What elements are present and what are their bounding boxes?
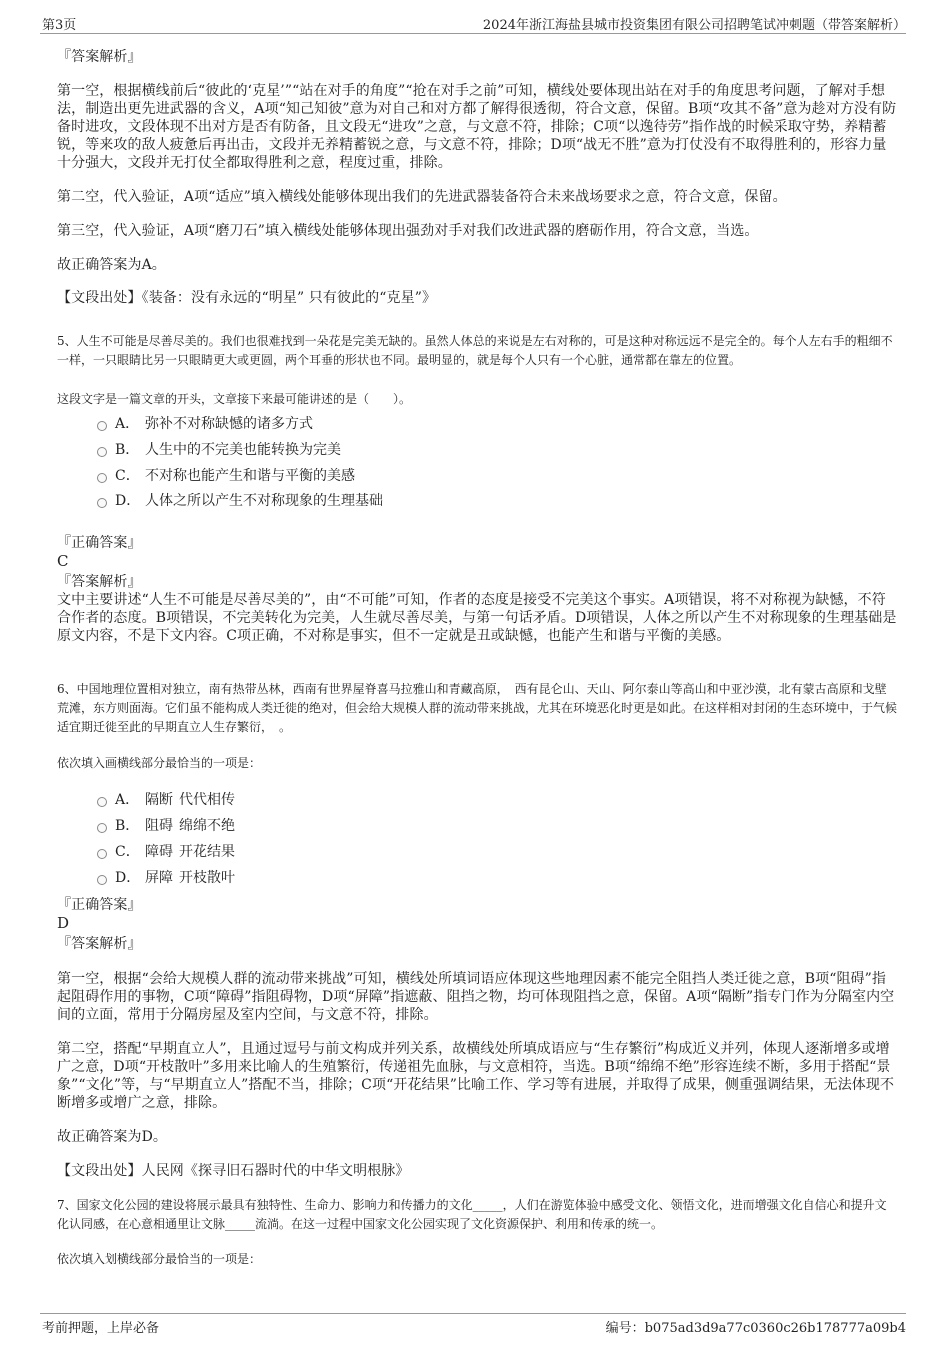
q5-analysis-label: 『答案解析』 <box>57 574 142 590</box>
q6-analysis-paragraph-1: 第一空，根据“会给大规模人群的流动带来挑战”可知，横线处所填词语应体现这些地理因素不能完全阻挡人类迁徙之意，B项“阻碍”指起阻碍作用的事物，C项“障碍”指阻碍物，D项“屏障”指遮蔽、阻挡之物，均可体现阻挡之意，保留。A项“隔断”指专门作为分隔室内空间的立面，常用于分隔房屋及室内空间，与文意不符，排除。 <box>57 971 895 1023</box>
radio-icon[interactable] <box>97 421 107 431</box>
page-header <box>40 14 906 34</box>
q5-answer: C <box>57 552 69 570</box>
q6-stem: 6、中国地理位置相对独立，南有热带丛林，西南有世界屋脊喜马拉雅山和青藏高原， 西有昆仑山、天山、阿尔泰山等高山和中亚沙漠，北有蒙古高原和戈壁荒滩，东方则面海。它们虽不能构成人类迁徙的绝对，但会给大规模人群的流动带来挑战，尤其在环境恶化时更是如此。在这样相对封闭的生态环境中，于气候适宜期迁徙至此的早期直立人生存繁衍， 。 <box>57 682 898 734</box>
q4-analysis-paragraph-3: 第三空，代入验证，A项“磨刀石”填入横线处能够体现出强劲对手对我们改进武器的磨砺作用，符合文意，当选。 <box>57 223 759 239</box>
q4-final-answer: 故正确答案为A。 <box>57 257 166 273</box>
q4-source: 【文段出处】《装备：没有永远的“明星” 只有彼此的“克星”》 <box>57 290 437 306</box>
radio-icon[interactable] <box>97 473 107 483</box>
q5-option-c[interactable]: C． 不对称也能产生和谐与平衡的美感 <box>97 467 355 485</box>
document-title: 2024年浙江海盐县城市投资集团有限公司招聘笔试冲刺题（带答案解析） <box>482 18 906 33</box>
radio-icon[interactable] <box>97 447 107 457</box>
q6-prompt: 依次填入画横线部分最恰当的一项是： <box>57 756 262 770</box>
q6-analysis-paragraph-2: 第二空，搭配“早期直立人”，且通过逗号与前文构成并列关系，故横线处所填成语应与“生存繁衍”构成近义并列，体现人逐渐增多或增广之意，D项“开枝散叶”多用来比喻人的生殖繁衍，传递祖先血脉，与文意相符，当选。B项“绵绵不绝”形容连续不断，多用于搭配“景象”“文化”等，与“早期直立人”搭配不当，排除；C项“开花结果”比喻工作、学习等有进展，并取得了成果，侧重强调结果，无法体现不断增多或增广之意，排除。 <box>57 1041 895 1111</box>
footer-slogan: 考前押题，上岸必备 <box>42 1321 160 1336</box>
page-footer <box>40 1313 906 1335</box>
q6-option-b[interactable]: B． 阻碍 绵绵不绝 <box>97 817 235 835</box>
q5-prompt: 这段文字是一篇文章的开头，文章接下来最可能讲述的是（ ）。 <box>57 392 412 406</box>
q6-option-a[interactable]: A． 隔断 代代相传 <box>97 791 235 809</box>
q6-final-answer: 故正确答案为D。 <box>57 1129 168 1145</box>
q7-stem: 7、国家文化公园的建设将展示最具有独特性、生命力、影响力和传播力的文化_____，人们在游览体验中感受文化、领悟文化，进而增强文化自信心和提升文化认同感，在心意相通里让文脉_____流淌。在这一过程中国家文化公园实现了文化资源保护、利用和传承的统一。 <box>57 1198 887 1231</box>
q5-option-a[interactable]: A． 弥补不对称缺憾的诸多方式 <box>97 415 313 433</box>
q6-source: 【文段出处】人民网《探寻旧石器时代的中华文明根脉》 <box>57 1163 410 1179</box>
radio-icon[interactable] <box>97 498 107 508</box>
q6-option-d[interactable]: D． 屏障 开枝散叶 <box>97 869 235 887</box>
page-number: 第3页 <box>42 18 77 33</box>
document-code: 编号：b075ad3d9a77c0360c26b178777a09b4 <box>605 1321 906 1336</box>
q4-analysis-paragraph-2: 第二空，代入验证，A项“适应”填入横线处能够体现出我们的先进武器装备符合未来战场要求之意，符合文意，保留。 <box>57 189 787 205</box>
radio-icon[interactable] <box>97 797 107 807</box>
q6-answer-label: 『正确答案』 <box>57 897 142 913</box>
q5-answer-label: 『正确答案』 <box>57 535 142 551</box>
radio-icon[interactable] <box>97 849 107 859</box>
radio-icon[interactable] <box>97 823 107 833</box>
q6-answer: D <box>57 914 70 932</box>
q5-option-b[interactable]: B． 人生中的不完美也能转换为完美 <box>97 441 341 459</box>
q5-option-d[interactable]: D． 人体之所以产生不对称现象的生理基础 <box>97 492 383 510</box>
q5-stem: 5、人生不可能是尽善尽美的。我们也很难找到一朵花是完美无缺的。虽然人体总的来说是左右对称的，可是这种对称远远不是完全的。每个人左右手的粗细不一样，一只眼睛比另一只眼睛更大或更圆，两个耳垂的形状也不同。最明显的，就是每个人只有一个心脏，通常都在靠左的位置。 <box>57 334 893 367</box>
q7-prompt: 依次填入划横线部分最恰当的一项是： <box>57 1252 262 1266</box>
q4-analysis-label: 『答案解析』 <box>57 49 142 65</box>
q6-analysis-label: 『答案解析』 <box>57 936 142 952</box>
q5-analysis: 文中主要讲述“人生不可能是尽善尽美的”，由“不可能”可知，作者的态度是接受不完美这个事实。A项错误，将不对称视为缺憾，不符合作者的态度。B项错误，不完美转化为完美，人生就尽善尽美，与第一句话矛盾。D项错误，人体之所以产生不对称现象的生理基础是原文内容，不是下文内容。C项正确，不对称是事实，但不一定就是丑或缺憾，也能产生和谐与平衡的美感。 <box>57 592 897 644</box>
q4-analysis-paragraph-1: 第一空，根据横线前后“彼此的‘克星’”“站在对手的角度”“抢在对手之前”可知，横线处要体现出站在对手的角度思考问题，了解对手想法，制造出更先进武器的含义，A项“知己知彼”意为对自己和对方都了解得很透彻，符合文意，保留。B项“攻其不备”意为趁对方没有防备时进攻，文段体现不出对方是否有防备，且文段无“进攻”之意，与文意不符，排除；C项“以逸待劳”指作战的时候采取守势，养精蓄锐，等来攻的敌人疲惫后再出击，文段并无养精蓄锐之意，与文意不符，排除；D项“战无不胜”意为打仗没有不取得胜利的，形容力量十分强大，文段并无打仗全都取得胜利之意，程度过重，排除。 <box>57 83 897 171</box>
q6-option-c[interactable]: C． 障碍 开花结果 <box>97 843 235 861</box>
radio-icon[interactable] <box>97 875 107 885</box>
